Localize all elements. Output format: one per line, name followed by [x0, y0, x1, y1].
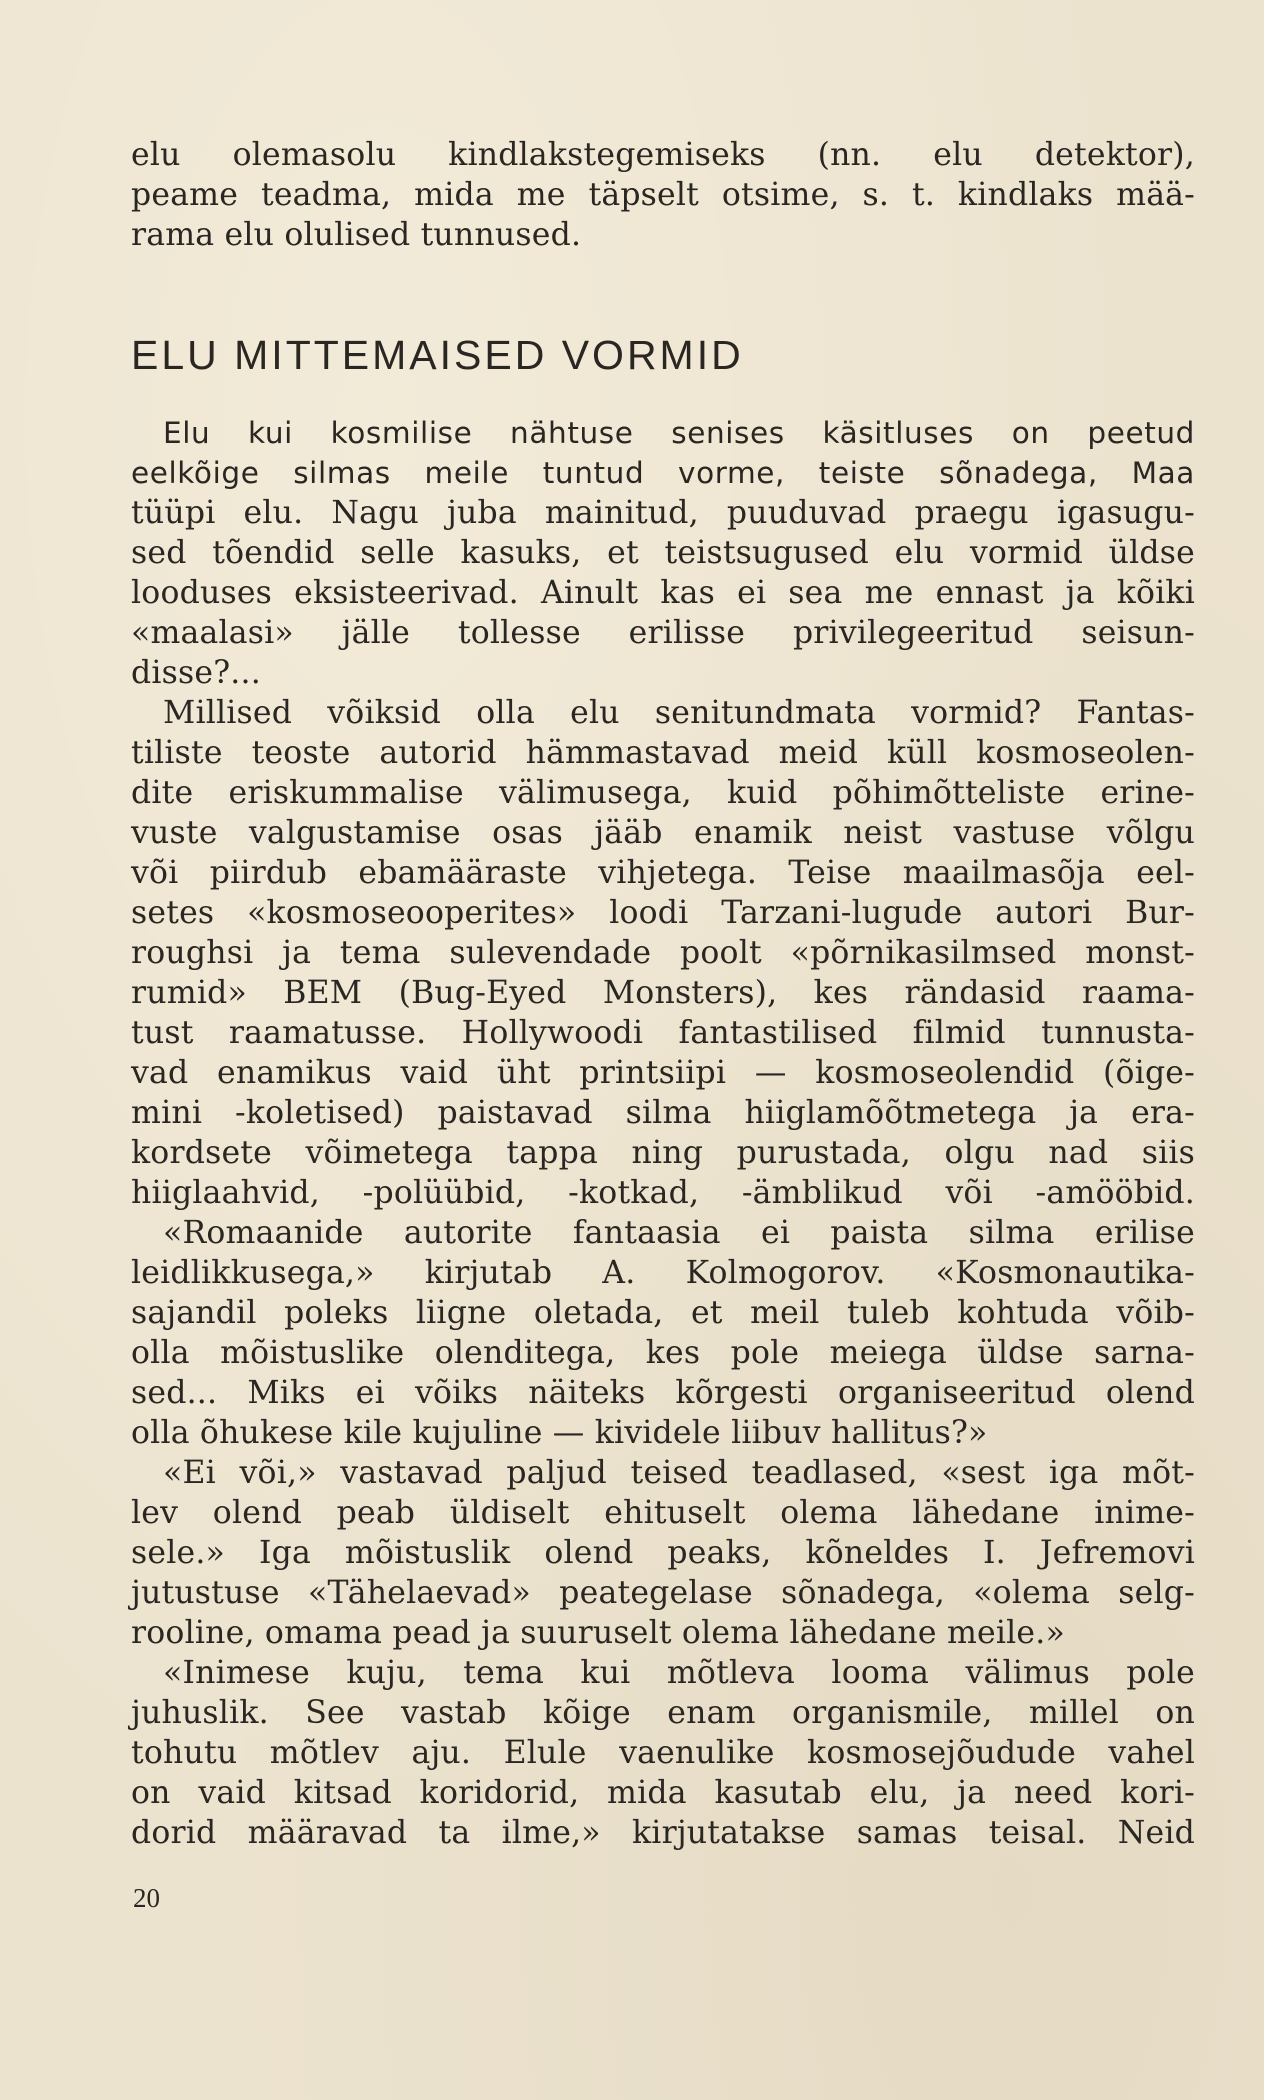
text-line: mini -koletised) paistavad silma hiiglamõõtmetega ja era-	[131, 1095, 1195, 1131]
text-line: tiliste teoste autorid hämmastavad meid küll kosmoseolen-	[131, 735, 1195, 771]
text-line: dite eriskummalise välimusega, kuid põhimõtteliste erine-	[131, 775, 1195, 811]
text-line: «Inimese kuju, tema kui mõtleva looma välimus pole	[163, 1655, 1195, 1691]
text-line: Elu kui kosmilise nähtuse senises käsitluses on peetud	[163, 416, 1195, 450]
text-line: kordsete võimetega tappa ning purustada, olgu nad siis	[131, 1135, 1195, 1171]
text-line: «maalasi» jälle tollesse erilisse privilegeeritud seisun-	[131, 615, 1195, 651]
text-line: roughsi ja tema sulevendade poolt «põrnikasilmsed monst-	[131, 935, 1195, 971]
section-heading: ELU MITTEMAISED VORMID	[131, 332, 744, 378]
text-line: või piirdub ebamääraste vihjetega. Teise maailmasõja eel-	[131, 855, 1195, 891]
text-line: sed tõendid selle kasuks, et teistsugused elu vormid üldse	[131, 535, 1195, 571]
text-line: tüüpi elu. Nagu juba mainitud, puuduvad praegu igasugu-	[131, 495, 1195, 531]
text-line: hiiglaahvid, -polüübid, -kotkad, -ämblikud või -amööbid.	[131, 1175, 1195, 1211]
text-line: lev olend peab üldiselt ehituselt olema lähedane inime-	[131, 1495, 1195, 1531]
text-line: sele.» Iga mõistuslik olend peaks, kõneldes I. Jefremovi	[131, 1535, 1195, 1571]
text-line: peame teadma, mida me täpselt otsime, s. t. kindlaks mää-	[131, 177, 1195, 213]
text-line: eelkõige silmas meile tuntud vorme, teiste sõnadega, Maa	[131, 456, 1195, 490]
text-line: rumid» BEM (Bug-Eyed Monsters), kes rändasid raama-	[131, 975, 1195, 1011]
text-line: elu olemasolu kindlakstegemiseks (nn. elu detektor),	[131, 137, 1195, 173]
text-line: rama elu olulised tunnused.	[131, 217, 582, 253]
text-line: on vaid kitsad koridorid, mida kasutab elu, ja need kori-	[131, 1775, 1195, 1811]
text-line: tohutu mõtlev aju. Elule vaenulike kosmosejõudude vahel	[131, 1735, 1195, 1771]
text-line: disse?...	[131, 655, 261, 691]
text-line: «Ei või,» vastavad paljud teised teadlased, «sest iga mõt-	[163, 1455, 1195, 1491]
text-line: «Romaanide autorite fantaasia ei paista silma erilise	[163, 1215, 1195, 1251]
text-line: dorid määravad ta ilme,» kirjutatakse samas teisal. Neid	[131, 1815, 1195, 1851]
body-text	[131, 413, 1195, 1853]
text-line: setes «kosmoseooperites» loodi Tarzani-lugude autori Bur-	[131, 895, 1195, 931]
text-line: jutustuse «Tähelaevad» peategelase sõnadega, «olema selg-	[131, 1575, 1195, 1611]
text-line: olla mõistuslike olenditega, kes pole meiega üldse sarna-	[131, 1335, 1195, 1371]
text-line: vad enamikus vaid üht printsiipi — kosmoseolendid (õige-	[131, 1055, 1195, 1091]
page-number: 20	[133, 1883, 160, 1913]
intro-paragraph	[131, 135, 1195, 255]
text-line: tust raamatusse. Hollywoodi fantastilised filmid tunnusta-	[131, 1015, 1195, 1051]
text-line: olla õhukese kile kujuline — kividele liibuv hallitus?»	[131, 1415, 988, 1451]
text-line: rooline, omama pead ja suuruselt olema lähedane meile.»	[131, 1615, 1065, 1651]
text-line: juhuslik. See vastab kõige enam organismile, millel on	[131, 1695, 1195, 1731]
text-line: looduses eksisteerivad. Ainult kas ei sea me ennast ja kõiki	[131, 575, 1195, 611]
text-line: sed... Miks ei võiks näiteks kõrgesti organiseeritud olend	[131, 1375, 1195, 1411]
text-line: leidlikkusega,» kirjutab A. Kolmogorov. «Kosmonautika-	[131, 1255, 1195, 1291]
text-line: Millised võiksid olla elu senitundmata vormid? Fantas-	[163, 695, 1195, 731]
text-line: sajandil poleks liigne oletada, et meil tuleb kohtuda võib-	[131, 1295, 1195, 1331]
text-line: vuste valgustamise osas jääb enamik neist vastuse võlgu	[131, 815, 1195, 851]
